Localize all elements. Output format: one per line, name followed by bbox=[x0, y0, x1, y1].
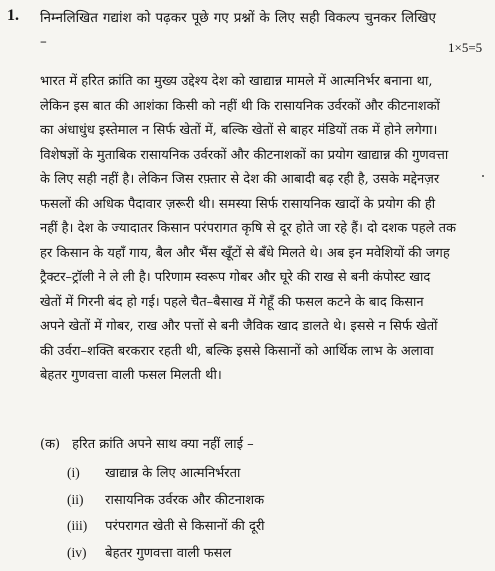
marks-label: 1×5=5 bbox=[448, 40, 483, 55]
subquestion-marker: (क) bbox=[40, 437, 61, 452]
option-item bbox=[67, 540, 477, 567]
option-item bbox=[67, 513, 477, 540]
subquestion-heading bbox=[40, 433, 480, 457]
option-numeral: (iii) bbox=[67, 518, 88, 533]
option-item bbox=[67, 460, 477, 487]
passage bbox=[40, 70, 487, 389]
question-number: 1. bbox=[7, 7, 19, 24]
option-text: खाद्यान्न के लिए आत्मनिर्भरता bbox=[105, 466, 241, 481]
subquestion bbox=[40, 433, 480, 457]
option-numeral: (ii) bbox=[67, 491, 84, 507]
option-text: रासायनिक उर्वरक और कीटनाशक bbox=[105, 492, 265, 508]
option-text: परंपरागत खेती से किसानों की दूरी bbox=[105, 519, 265, 534]
passage-line: बेहतर गुणवत्ता वाली फसल मिलती थी। bbox=[40, 368, 222, 383]
options-list bbox=[67, 460, 477, 566]
question-instruction: निम्नलिखित गद्यांश को पढ़कर पूछे गए प्रश्नों के लिए सही विकल्प चुनकर लिखिए – bbox=[40, 10, 436, 50]
option-numeral: (i) bbox=[67, 465, 80, 480]
passage-line: नहीं है। देश के ज्यादातर किसान परंपरागत कृषि से दूर होते जा रहे हैं। दो दशक पहले तक bbox=[40, 221, 456, 236]
subquestion-text: हरित क्रांति अपने साथ क्या नहीं लाई – bbox=[72, 437, 254, 452]
passage-line: भारत में हरित क्रांति का मुख्य उद्देश्य देश को खाद्यान्न मामले में आत्मनिर्भर बनाना था, bbox=[40, 74, 433, 89]
option-text: बेहतर गुणवत्ता वाली फसल bbox=[105, 545, 232, 561]
passage-line: खेतों में गिरनी बंद हो गई। पहले चैत–बैसाख में गेहूँ की फसल कटने के बाद किसान bbox=[40, 294, 424, 310]
passage-line: फसलों की अधिक पैदावार ज़रूरी थी। समस्या सिर्फ रासायनिक खादों के प्रयोग की ही bbox=[40, 196, 436, 212]
passage-line: लेकिन इस बात की आशंका किसी को नहीं थी कि रासायनिक उर्वरकों और कीटनाशकों bbox=[40, 98, 440, 114]
passage-line: ट्रैक्टर–ट्रॉली ने ले ली है। परिणाम स्वरूप गोबर और घूरे की राख से बनी कंपोस्ट खाद bbox=[40, 270, 431, 285]
passage-line: की उर्वरा–शक्ति बरकरार रहती थी, बल्कि इससे किसानों को आर्थिक लाभ के अलावा bbox=[40, 343, 434, 359]
option-item bbox=[67, 487, 477, 514]
scan-speck bbox=[482, 175, 484, 177]
passage-line: विशेषज्ञों के मुताबिक रासायनिक उर्वरकों और कीटनाशकों का प्रयोग खाद्यान्न की गुणवत्ता bbox=[40, 147, 449, 163]
passage-line: का अंधाधुंध इस्तेमाल न सिर्फ खेतों में, बल्कि खेतों से बाहर मंडियों तक में होने लगेगा। bbox=[40, 123, 438, 138]
passage-line: हर किसान के यहाँ गाय, बैल और भैंस खूँटों से बँधे मिलते थे। अब इन मवेशियों की जगह bbox=[40, 245, 450, 261]
option-numeral: (iv) bbox=[67, 544, 87, 560]
passage-line: अपने खेतों में गोबर, राख और पत्तों से बनी जैविक खाद डालते थे। इससे न सिर्फ खेतों bbox=[40, 319, 438, 334]
passage-line: के लिए सही नहीं है। लेकिन जिस रफ़्तार से देश की आबादी बढ़ रही है, उसके मद्देनज़र bbox=[40, 172, 440, 187]
